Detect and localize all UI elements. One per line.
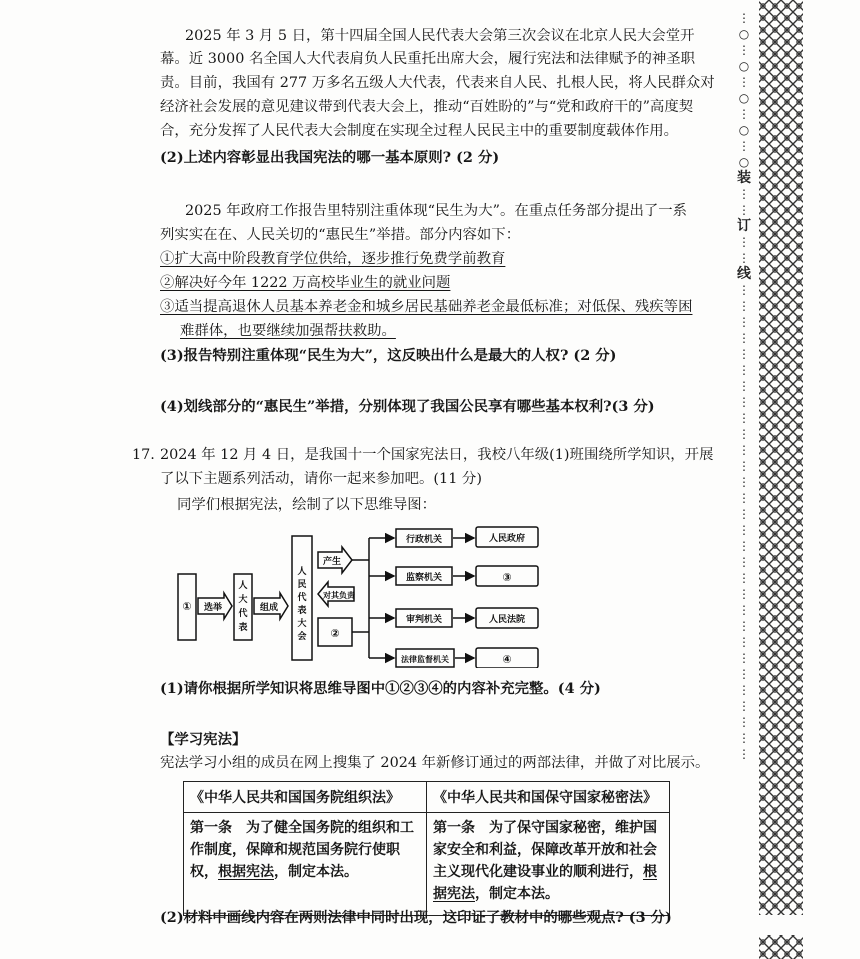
section-title: 【学习宪法】: [160, 731, 247, 748]
mindmap-elect: 选举: [203, 603, 223, 613]
mindmap-box4: ②: [330, 627, 340, 640]
measure-item-3-cont: 难群体，也要继续加强帮扶救助。: [180, 323, 396, 339]
mindmap-deputy-char-2: 大: [238, 595, 248, 605]
constitution-mind-map: [172, 524, 552, 668]
question-2: (2)上述内容彰显出我国宪法的哪一基本原则? (2 分): [160, 149, 500, 166]
law-comparison-table: [183, 781, 670, 916]
q17-line-2: 了以下主题系列活动，请你一起来参加吧。(11 分): [160, 471, 482, 487]
mindmap-congress-char-1: 人: [297, 567, 307, 577]
mindmap-intro: 同学们根据宪法，绘制了以下思维导图：: [177, 497, 437, 513]
mindmap-congress-char-3: 代: [297, 593, 307, 603]
measure-item-1: ①扩大高中阶段教育学位供给，逐步推行免费学前教育: [160, 251, 506, 267]
table-cell-2-underline: 根据宪法: [433, 864, 657, 902]
measure-item-2: ②解决好今年 1222 万高校毕业生的就业问题: [160, 275, 451, 291]
question-4: (4)划线部分的“惠民生”举措，分别体现了我国公民享有哪些基本权利?(3 分): [160, 398, 655, 415]
table-cell-1-underline: 根据宪法: [218, 864, 274, 880]
binding-char-1: 装: [737, 170, 751, 186]
para2-line-1: 2025 年政府工作报告里特别注重体现“民生为大”。在重点任务部分提出了一系: [185, 203, 688, 219]
q17-number: 17.: [132, 447, 155, 463]
para1-line-5: 合，充分发挥了人民代表大会制度在实现全过程人民民主中的重要制度载体作用。: [160, 123, 679, 139]
table-cell-1-end: ，制定本法。: [274, 864, 358, 880]
question-3: (3)报告特别注重体现“民生为大”，这反映出什么是最大的人权? (2 分): [160, 347, 617, 364]
table-header-1: 《中华人民共和国国务院组织法》: [184, 782, 427, 813]
table-header-2: 《中华人民共和国保守国家秘密法》: [427, 782, 670, 813]
measure-item-3: ③适当提高退休人员基本养老金和城乡居民基础养老金最低标准；对低保、残疾等困: [160, 299, 693, 315]
binding-line: ⋮ ○ ⋮ ○ ⋮ ○ ⋮ ○ ⋮ ○ 装 ⋮ ⋮ 订 ⋮ ⋮ 线 ⋮ ⋮ ⋮ ⋮ ⋮ ⋮ ⋮ ⋮ ⋮ ⋮ ⋮ ⋮ ⋮ ⋮ ⋮ ⋮ ⋮ ⋮ ⋮ ⋮ ⋮ ⋮ ⋮ ⋮ ⋮ ⋮ ⋮ ⋮ ⋮ ⋮: [737, 11, 751, 761]
para2-line-2: 列实实在在、人民关切的“惠民生”举措。部分内容如下：: [160, 227, 521, 243]
mindmap-result-4: ④: [502, 653, 512, 666]
binding-char-3: 线: [737, 266, 751, 282]
mindmap-deputy-char-1: 人: [238, 581, 248, 591]
mindmap-organ-4: 法律监督机关: [401, 655, 449, 664]
mindmap-congress-char-6: 会: [297, 632, 307, 642]
mindmap-organ-1: 行政机关: [405, 535, 443, 545]
mindmap-result-1: 人民政府: [488, 534, 526, 544]
mindmap-congress-char-5: 大: [297, 619, 307, 629]
mindmap-box1: ①: [182, 600, 192, 613]
table-cell-2-end: ，制定本法。: [475, 886, 559, 902]
mindmap-deputy-char-3: 代: [238, 609, 248, 619]
q17-line-1: 2024 年 12 月 4 日，是我国十一个国家宪法日，我校八年级(1)班围绕所学知识，开展: [160, 447, 714, 463]
table-cell-1: [184, 813, 427, 916]
binding-margin-pattern: [757, 0, 805, 959]
para1-line-1: 2025 年 3 月 5 日，第十四届全国人民代表大会第三次会议在北京人民大会堂开: [185, 28, 695, 44]
mindmap-compose: 组成: [259, 603, 279, 613]
question-17-2: (2)材料中画线内容在两则法律中同时出现，这印证了教材中的哪些观点? (3 分): [160, 909, 672, 926]
question-17-1: (1)请你根据所学知识将思维导图中①②③④的内容补充完整。(4 分): [160, 680, 601, 697]
mindmap-result-3: 人民法院: [488, 615, 526, 625]
mindmap-produce: 产生: [322, 557, 342, 567]
mindmap-congress-char-2: 民: [297, 580, 307, 590]
para1-line-3: 责。目前，我国有 277 万多名五级人大代表，代表来自人民、扎根人民，将人民群众对: [160, 75, 715, 91]
binding-char-2: 订: [737, 218, 751, 234]
mindmap-responsible: 对其负责: [323, 591, 355, 600]
mindmap-deputy-char-4: 表: [238, 623, 248, 633]
section-intro: 宪法学习小组的成员在网上搜集了 2024 年新修订通过的两部法律，并做了对比展示。: [160, 755, 710, 771]
table-cell-1-text: 第一条 为了健全国务院的组织和工作制度，保障和规范国务院行使职权，: [190, 820, 414, 880]
para1-line-4: 经济社会发展的意见建议带到代表大会上，推动“百姓盼的”与“党和政府干的”高度契: [160, 99, 694, 115]
table-cell-2: [427, 813, 670, 916]
mindmap-organ-3: 审判机关: [405, 615, 443, 625]
table-cell-2-text: 第一条 为了保守国家秘密，维护国家安全和利益，保障改革开放和社会主义现代化建设事业的顺利进行，: [433, 820, 657, 880]
para1-line-2: 幕。近 3000 名全国人大代表肩负人民重托出席大会，履行宪法和法律赋予的神圣职: [160, 51, 696, 67]
mindmap-result-2: ③: [502, 571, 512, 584]
mindmap-organ-2: 监察机关: [405, 573, 443, 583]
mindmap-congress-char-4: 表: [297, 606, 307, 616]
